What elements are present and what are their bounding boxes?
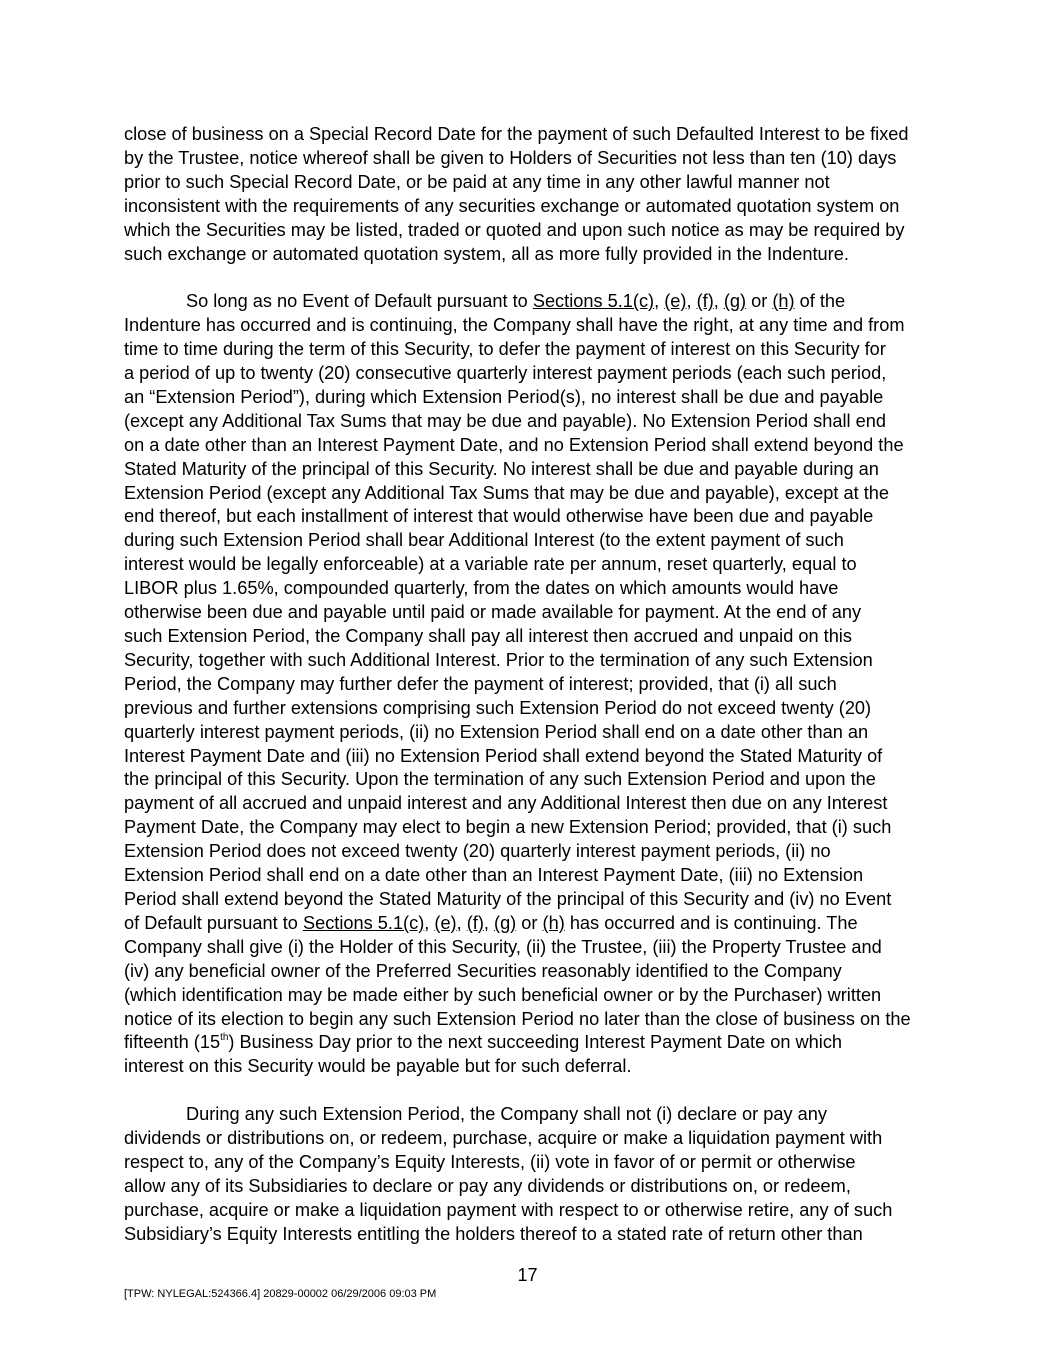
text-run: of the — [794, 291, 846, 312]
paragraph-1 — [124, 123, 936, 266]
text-run: So long as no Event of Default pursuant to — [186, 291, 533, 312]
text-line: (except any Additional Tax Sums that may be due and payable). No Extension Period shall end — [124, 410, 886, 431]
text-line: notice of its election to begin any such Extension Period no later than the close of business on the — [124, 1008, 911, 1029]
text-line: Security, together with such Additional Interest. Prior to the termination of any such Extension — [124, 649, 873, 670]
text-run: of Default pursuant to — [124, 912, 303, 933]
ordinal-superscript: th — [220, 1032, 229, 1044]
section-reference: (h) — [772, 291, 795, 312]
page-number: 17 — [517, 1265, 538, 1285]
text-line: Extension Period shall end on a date other than an Interest Payment Date, (iii) no Extension — [124, 865, 864, 886]
text-line: purchase, acquire or make a liquidation payment with respect to or otherwise retire, any of such — [124, 1199, 893, 1220]
text-line: such Extension Period, the Company shall pay all interest then accrued and unpaid on this — [124, 626, 852, 647]
text-line: dividends or distributions on, or redeem, purchase, acquire or make a liquidation payment with — [124, 1128, 883, 1149]
text-line: during such Extension Period shall bear Additional Interest (to the extent payment of such — [124, 530, 844, 551]
text-line: Extension Period (except any Additional Tax Sums that may be due and payable), except at the — [124, 482, 890, 503]
paragraph-3 — [124, 1103, 936, 1246]
text-line: Period, the Company may further defer the payment of interest; provided, that (i) all such — [124, 673, 837, 694]
text-line: prior to such Special Record Date, or be paid at any time in any other lawful manner not — [124, 171, 830, 192]
section-reference: (f) — [696, 291, 714, 312]
text-line: on a date other than an Interest Payment Date, and no Extension Period shall extend beyond the — [124, 434, 904, 455]
text-line: respect to, any of the Company’s Equity Interests, (ii) vote in favor of or permit or otherwise — [124, 1151, 856, 1172]
text-line: Period shall extend beyond the Stated Maturity of the principal of this Security and (iv) no Event — [124, 888, 892, 909]
text-line: the principal of this Security. Upon the termination of any such Extension Period and upon the — [124, 769, 876, 790]
text-line: (which identification may be made either by such beneficial owner or by the Purchaser) written — [124, 984, 882, 1005]
section-reference: (g) — [494, 912, 517, 933]
separator: or — [746, 291, 773, 312]
text-line: which the Securities may be listed, traded or quoted and upon such notice as may be required by — [124, 219, 905, 240]
text-line: a period of up to twenty (20) consecutive quarterly interest payment periods (each such period, — [124, 363, 887, 384]
section-reference: (e) — [664, 291, 687, 312]
separator: , — [654, 291, 665, 312]
text-line: LIBOR plus 1.65%, compounded quarterly, from the dates on which amounts would have — [124, 578, 839, 599]
text-line: quarterly interest payment periods, (ii) no Extension Period shall end on a date other than an — [124, 721, 869, 742]
text-run: ) Business Day prior to the next succeeding Interest Payment Date on which — [228, 1032, 843, 1053]
text-line: otherwise been due and payable until paid or made available for payment. At the end of any — [124, 602, 862, 623]
text-line: Company shall give (i) the Holder of this Security, (ii) the Trustee, (iii) the Property Trustee and — [124, 936, 882, 957]
document-body — [124, 123, 936, 1247]
section-reference: (e) — [434, 912, 457, 933]
text-line: inconsistent with the requirements of any securities exchange or automated quotation system on — [124, 195, 900, 216]
text-run: has occurred and is continuing. The — [564, 912, 858, 933]
text-line: by the Trustee, notice whereof shall be given to Holders of Securities not less than ten (10) days — [124, 147, 897, 168]
separator: , — [456, 912, 467, 933]
separator: , — [483, 912, 495, 933]
text-run: fifteenth (15 — [124, 1032, 221, 1053]
text-line: an “Extension Period”), during which Extension Period(s), no interest shall be due and payable — [124, 386, 884, 407]
separator: , — [713, 291, 724, 312]
text-line: Stated Maturity of the principal of this Security. No interest shall be due and payable during an — [124, 458, 879, 479]
text-line: interest would be legally enforceable) at a variable rate per annum, reset quarterly, equal to — [124, 554, 857, 575]
section-reference: (g) — [723, 291, 747, 312]
document-reference-footer: [TPW: NYLEGAL:524366.4] 20829-00002 06/29/2006 09:03 PM — [124, 1288, 437, 1300]
text-line: payment of all accrued and unpaid interest and any Additional Interest then due on any Interest — [124, 793, 888, 814]
text-line: During any such Extension Period, the Company shall not (i) declare or pay any — [186, 1104, 827, 1125]
text-line: Indenture has occurred and is continuing, the Company shall have the right, at any time and from — [124, 315, 905, 336]
section-reference: (h) — [542, 912, 565, 933]
text-line: Subsidiary’s Equity Interests entitling the holders thereof to a stated rate of return other than — [124, 1223, 863, 1244]
text-line: such exchange or automated quotation system, all as more fully provided in the Indenture. — [124, 243, 849, 264]
text-line: Interest Payment Date and (iii) no Extension Period shall extend beyond the Stated Maturity of — [124, 745, 883, 766]
text-line: Payment Date, the Company may elect to begin a new Extension Period; provided, that (i) such — [124, 817, 892, 838]
text-line: time to time during the term of this Security, to defer the payment of interest on this Security for — [124, 339, 886, 360]
separator: or — [516, 912, 543, 933]
section-reference: Sections 5.1(c) — [532, 291, 655, 312]
paragraph-2 — [124, 290, 936, 1079]
text-line: (iv) any beneficial owner of the Preferred Securities reasonably identified to the Company — [124, 960, 842, 981]
section-reference: Sections 5.1(c) — [302, 912, 425, 933]
text-line: previous and further extensions comprising such Extension Period do not exceed twenty (20) — [124, 697, 872, 718]
text-line: close of business on a Special Record Date for the payment of such Defaulted Interest to be fixed — [124, 124, 909, 144]
separator: , — [686, 291, 697, 312]
text-line: interest on this Security would be payable but for such deferral. — [124, 1056, 632, 1077]
separator: , — [424, 912, 435, 933]
section-reference: (f) — [466, 912, 484, 933]
text-line: allow any of its Subsidiaries to declare or pay any dividends or distributions on, or redeem, — [124, 1175, 851, 1196]
text-line: Extension Period does not exceed twenty (20) quarterly interest payment periods, (ii) no — [124, 841, 831, 862]
text-line: end thereof, but each installment of interest that would otherwise have been due and payable — [124, 506, 874, 527]
